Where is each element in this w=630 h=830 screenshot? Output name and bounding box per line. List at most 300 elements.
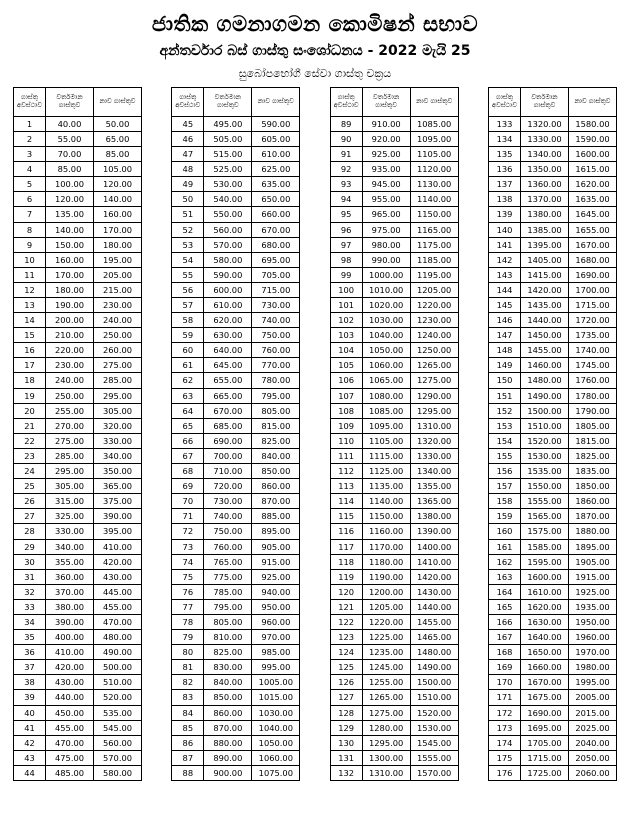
- table-row: [172, 313, 300, 328]
- cell-stage: 78: [172, 614, 204, 629]
- table-row: [330, 690, 458, 705]
- cell-stage: 36: [14, 645, 46, 660]
- column-header-stage: ගාස්තු අවස්ථාව: [172, 87, 204, 116]
- cell-stage: 165: [488, 599, 520, 614]
- cell-stage: 90: [330, 131, 362, 146]
- cell-current-fare: 760.00: [204, 539, 252, 554]
- cell-stage: 105: [330, 358, 362, 373]
- cell-new-fare: 1500.00: [410, 675, 458, 690]
- cell-new-fare: 1165.00: [410, 222, 458, 237]
- cell-stage: 20: [14, 403, 46, 418]
- cell-stage: 171: [488, 690, 520, 705]
- table-row: [14, 192, 142, 207]
- column-header-new-fare: නාව ගාස්තුව: [410, 87, 458, 116]
- cell-stage: 120: [330, 584, 362, 599]
- table-row: [488, 252, 616, 267]
- cell-stage: 163: [488, 569, 520, 584]
- table-row: [488, 614, 616, 629]
- cell-stage: 164: [488, 584, 520, 599]
- cell-current-fare: 1220.00: [362, 614, 410, 629]
- cell-new-fare: 660.00: [252, 207, 300, 222]
- table-row: [330, 147, 458, 162]
- cell-current-fare: 55.00: [46, 131, 94, 146]
- cell-new-fare: 1400.00: [410, 539, 458, 554]
- cell-new-fare: 430.00: [94, 569, 142, 584]
- cell-stage: 132: [330, 765, 362, 780]
- cell-new-fare: 320.00: [94, 418, 142, 433]
- cell-stage: 47: [172, 147, 204, 162]
- cell-current-fare: 370.00: [46, 584, 94, 599]
- table-row: [330, 448, 458, 463]
- cell-new-fare: 205.00: [94, 267, 142, 282]
- cell-current-fare: 1065.00: [362, 373, 410, 388]
- cell-stage: 28: [14, 524, 46, 539]
- cell-stage: 37: [14, 660, 46, 675]
- table-row: [330, 388, 458, 403]
- cell-stage: 151: [488, 388, 520, 403]
- cell-current-fare: 1105.00: [362, 433, 410, 448]
- cell-stage: 115: [330, 509, 362, 524]
- cell-stage: 29: [14, 539, 46, 554]
- cell-new-fare: 1935.00: [568, 599, 616, 614]
- cell-new-fare: 195.00: [94, 252, 142, 267]
- table-row: [14, 237, 142, 252]
- cell-current-fare: 1435.00: [520, 298, 568, 313]
- cell-stage: 4: [14, 162, 46, 177]
- cell-current-fare: 1575.00: [520, 524, 568, 539]
- table-row: [172, 690, 300, 705]
- cell-stage: 119: [330, 569, 362, 584]
- column-header-new-fare: නාව ගාස්තුව: [252, 87, 300, 116]
- table-row: [488, 705, 616, 720]
- cell-new-fare: 490.00: [94, 645, 142, 660]
- cell-new-fare: 160.00: [94, 207, 142, 222]
- cell-new-fare: 1420.00: [410, 569, 458, 584]
- cell-current-fare: 515.00: [204, 147, 252, 162]
- cell-stage: 81: [172, 660, 204, 675]
- cell-current-fare: 1320.00: [520, 116, 568, 131]
- cell-stage: 102: [330, 313, 362, 328]
- table-row: [330, 554, 458, 569]
- cell-new-fare: 1980.00: [568, 660, 616, 675]
- cell-current-fare: 210.00: [46, 328, 94, 343]
- cell-stage: 136: [488, 162, 520, 177]
- cell-new-fare: 250.00: [94, 328, 142, 343]
- cell-current-fare: 160.00: [46, 252, 94, 267]
- cell-current-fare: 690.00: [204, 433, 252, 448]
- cell-current-fare: 170.00: [46, 267, 94, 282]
- cell-new-fare: 1520.00: [410, 705, 458, 720]
- column-header-current-fare: වර්තමාන ගාස්තුව: [46, 87, 94, 116]
- table-row: [172, 131, 300, 146]
- cell-new-fare: 960.00: [252, 614, 300, 629]
- table-row: [172, 267, 300, 282]
- table-row: [488, 418, 616, 433]
- cell-stage: 34: [14, 614, 46, 629]
- cell-stage: 49: [172, 177, 204, 192]
- cell-new-fare: 510.00: [94, 675, 142, 690]
- cell-stage: 27: [14, 509, 46, 524]
- cell-stage: 48: [172, 162, 204, 177]
- cell-stage: 121: [330, 599, 362, 614]
- cell-current-fare: 975.00: [362, 222, 410, 237]
- cell-stage: 82: [172, 675, 204, 690]
- cell-new-fare: 1185.00: [410, 252, 458, 267]
- cell-stage: 12: [14, 282, 46, 297]
- table-row: [172, 735, 300, 750]
- cell-stage: 125: [330, 660, 362, 675]
- cell-new-fare: 305.00: [94, 403, 142, 418]
- cell-new-fare: 815.00: [252, 418, 300, 433]
- page-subsubtitle: සුබෝපභෝගී සේවා ගාස්තු චක්‍රය: [238, 67, 392, 81]
- cell-current-fare: 1405.00: [520, 252, 568, 267]
- cell-stage: 51: [172, 207, 204, 222]
- cell-current-fare: 560.00: [204, 222, 252, 237]
- cell-new-fare: 1590.00: [568, 131, 616, 146]
- table-row: [488, 147, 616, 162]
- cell-current-fare: 630.00: [204, 328, 252, 343]
- cell-current-fare: 870.00: [204, 720, 252, 735]
- cell-new-fare: 1290.00: [410, 388, 458, 403]
- cell-stage: 32: [14, 584, 46, 599]
- table-row: [172, 237, 300, 252]
- cell-current-fare: 785.00: [204, 584, 252, 599]
- cell-stage: 146: [488, 313, 520, 328]
- cell-new-fare: 1760.00: [568, 373, 616, 388]
- cell-current-fare: 1095.00: [362, 418, 410, 433]
- cell-new-fare: 1700.00: [568, 282, 616, 297]
- table-row: [14, 675, 142, 690]
- cell-current-fare: 1115.00: [362, 448, 410, 463]
- cell-stage: 9: [14, 237, 46, 252]
- cell-current-fare: 1480.00: [520, 373, 568, 388]
- cell-new-fare: 1670.00: [568, 237, 616, 252]
- cell-new-fare: 1715.00: [568, 298, 616, 313]
- table-row: [488, 433, 616, 448]
- cell-new-fare: 1600.00: [568, 147, 616, 162]
- cell-current-fare: 1550.00: [520, 479, 568, 494]
- cell-stage: 50: [172, 192, 204, 207]
- cell-current-fare: 1255.00: [362, 675, 410, 690]
- table-row: [172, 433, 300, 448]
- table-row: [172, 584, 300, 599]
- table-row: [488, 524, 616, 539]
- cell-stage: 99: [330, 267, 362, 282]
- cell-current-fare: 325.00: [46, 509, 94, 524]
- cell-stage: 92: [330, 162, 362, 177]
- cell-current-fare: 1135.00: [362, 479, 410, 494]
- cell-stage: 138: [488, 192, 520, 207]
- cell-stage: 61: [172, 358, 204, 373]
- table-row: [172, 207, 300, 222]
- table-row: [14, 298, 142, 313]
- cell-new-fare: 780.00: [252, 373, 300, 388]
- table-row: [172, 418, 300, 433]
- table-row: [14, 630, 142, 645]
- cell-new-fare: 240.00: [94, 313, 142, 328]
- cell-new-fare: 610.00: [252, 147, 300, 162]
- cell-new-fare: 1130.00: [410, 177, 458, 192]
- cell-current-fare: 485.00: [46, 765, 94, 780]
- cell-current-fare: 1585.00: [520, 539, 568, 554]
- table-row: [488, 464, 616, 479]
- table-row: [488, 569, 616, 584]
- cell-current-fare: 255.00: [46, 403, 94, 418]
- table-row: [14, 147, 142, 162]
- cell-new-fare: 1150.00: [410, 207, 458, 222]
- cell-stage: 79: [172, 630, 204, 645]
- table-row: [172, 343, 300, 358]
- table-row: [330, 267, 458, 282]
- cell-current-fare: 525.00: [204, 162, 252, 177]
- cell-current-fare: 720.00: [204, 479, 252, 494]
- cell-current-fare: 230.00: [46, 358, 94, 373]
- cell-stage: 123: [330, 630, 362, 645]
- cell-new-fare: 1880.00: [568, 524, 616, 539]
- cell-new-fare: 705.00: [252, 267, 300, 282]
- cell-current-fare: 1500.00: [520, 403, 568, 418]
- column-header-current-fare: වර්තමාන ගාස්තුව: [362, 87, 410, 116]
- cell-new-fare: 650.00: [252, 192, 300, 207]
- cell-current-fare: 305.00: [46, 479, 94, 494]
- cell-stage: 126: [330, 675, 362, 690]
- cell-new-fare: 895.00: [252, 524, 300, 539]
- cell-new-fare: 995.00: [252, 660, 300, 675]
- cell-current-fare: 1620.00: [520, 599, 568, 614]
- cell-current-fare: 1150.00: [362, 509, 410, 524]
- table-row: [488, 494, 616, 509]
- table-row: [488, 403, 616, 418]
- table-row: [172, 147, 300, 162]
- table-row: [330, 207, 458, 222]
- cell-stage: 110: [330, 433, 362, 448]
- cell-current-fare: 450.00: [46, 705, 94, 720]
- cell-current-fare: 1330.00: [520, 131, 568, 146]
- cell-stage: 31: [14, 569, 46, 584]
- cell-stage: 67: [172, 448, 204, 463]
- cell-new-fare: 925.00: [252, 569, 300, 584]
- table-row: [14, 162, 142, 177]
- cell-new-fare: 120.00: [94, 177, 142, 192]
- cell-current-fare: 1030.00: [362, 313, 410, 328]
- cell-current-fare: 935.00: [362, 162, 410, 177]
- cell-new-fare: 940.00: [252, 584, 300, 599]
- cell-current-fare: 200.00: [46, 313, 94, 328]
- cell-current-fare: 1490.00: [520, 388, 568, 403]
- table-row: [488, 599, 616, 614]
- cell-new-fare: 1365.00: [410, 494, 458, 509]
- cell-current-fare: 340.00: [46, 539, 94, 554]
- cell-current-fare: 1125.00: [362, 464, 410, 479]
- table-row: [172, 162, 300, 177]
- cell-stage: 101: [330, 298, 362, 313]
- cell-new-fare: 1925.00: [568, 584, 616, 599]
- table-row: [172, 599, 300, 614]
- cell-stage: 118: [330, 554, 362, 569]
- table-row: [14, 765, 142, 780]
- cell-new-fare: 1690.00: [568, 267, 616, 282]
- table-row: [172, 328, 300, 343]
- cell-new-fare: 570.00: [94, 750, 142, 765]
- cell-current-fare: 1040.00: [362, 328, 410, 343]
- cell-current-fare: 1595.00: [520, 554, 568, 569]
- cell-new-fare: 480.00: [94, 630, 142, 645]
- cell-new-fare: 1490.00: [410, 660, 458, 675]
- cell-new-fare: 1735.00: [568, 328, 616, 343]
- table-row: [172, 192, 300, 207]
- table-row: [330, 373, 458, 388]
- cell-stage: 153: [488, 418, 520, 433]
- cell-stage: 44: [14, 765, 46, 780]
- table-row: [488, 373, 616, 388]
- cell-current-fare: 120.00: [46, 192, 94, 207]
- table-row: [488, 675, 616, 690]
- cell-current-fare: 685.00: [204, 418, 252, 433]
- cell-stage: 45: [172, 116, 204, 131]
- cell-current-fare: 1235.00: [362, 645, 410, 660]
- cell-stage: 104: [330, 343, 362, 358]
- cell-current-fare: 1140.00: [362, 494, 410, 509]
- cell-current-fare: 550.00: [204, 207, 252, 222]
- cell-current-fare: 400.00: [46, 630, 94, 645]
- cell-stage: 23: [14, 448, 46, 463]
- cell-stage: 77: [172, 599, 204, 614]
- cell-current-fare: 900.00: [204, 765, 252, 780]
- cell-new-fare: 625.00: [252, 162, 300, 177]
- cell-current-fare: 475.00: [46, 750, 94, 765]
- cell-stage: 159: [488, 509, 520, 524]
- table-row: [14, 388, 142, 403]
- cell-stage: 122: [330, 614, 362, 629]
- cell-stage: 39: [14, 690, 46, 705]
- cell-current-fare: 70.00: [46, 147, 94, 162]
- cell-new-fare: 1275.00: [410, 373, 458, 388]
- column-header-new-fare: නාව ගාස්තුව: [568, 87, 616, 116]
- cell-stage: 111: [330, 448, 362, 463]
- cell-new-fare: 2005.00: [568, 690, 616, 705]
- cell-current-fare: 1565.00: [520, 509, 568, 524]
- cell-stage: 95: [330, 207, 362, 222]
- cell-stage: 166: [488, 614, 520, 629]
- cell-current-fare: 860.00: [204, 705, 252, 720]
- table-row: [14, 750, 142, 765]
- table-row: [330, 705, 458, 720]
- cell-stage: 169: [488, 660, 520, 675]
- cell-stage: 58: [172, 313, 204, 328]
- table-row: [330, 660, 458, 675]
- cell-new-fare: 500.00: [94, 660, 142, 675]
- cell-new-fare: 1075.00: [252, 765, 300, 780]
- cell-stage: 176: [488, 765, 520, 780]
- cell-current-fare: 1160.00: [362, 524, 410, 539]
- cell-stage: 83: [172, 690, 204, 705]
- cell-new-fare: 770.00: [252, 358, 300, 373]
- cell-current-fare: 330.00: [46, 524, 94, 539]
- cell-stage: 69: [172, 479, 204, 494]
- cell-current-fare: 740.00: [204, 509, 252, 524]
- table-row: [14, 720, 142, 735]
- cell-new-fare: 2025.00: [568, 720, 616, 735]
- cell-new-fare: 1105.00: [410, 147, 458, 162]
- table-row: [14, 403, 142, 418]
- cell-stage: 2: [14, 131, 46, 146]
- cell-new-fare: 445.00: [94, 584, 142, 599]
- table-row: [488, 298, 616, 313]
- cell-new-fare: 1095.00: [410, 131, 458, 146]
- table-row: [330, 464, 458, 479]
- cell-current-fare: 1350.00: [520, 162, 568, 177]
- table-row: [330, 765, 458, 780]
- fare-table-1: [13, 87, 142, 781]
- cell-new-fare: 1195.00: [410, 267, 458, 282]
- cell-stage: 80: [172, 645, 204, 660]
- cell-new-fare: 1815.00: [568, 433, 616, 448]
- cell-current-fare: 190.00: [46, 298, 94, 313]
- cell-new-fare: 760.00: [252, 343, 300, 358]
- table-row: [330, 599, 458, 614]
- table-row: [330, 479, 458, 494]
- column-header-stage: ගාස්තු අවස්ථාව: [330, 87, 362, 116]
- table-row: [488, 645, 616, 660]
- cell-stage: 128: [330, 705, 362, 720]
- cell-stage: 96: [330, 222, 362, 237]
- cell-stage: 116: [330, 524, 362, 539]
- cell-current-fare: 1675.00: [520, 690, 568, 705]
- table-row: [14, 313, 142, 328]
- cell-current-fare: 1725.00: [520, 765, 568, 780]
- table-row: [172, 524, 300, 539]
- cell-stage: 33: [14, 599, 46, 614]
- cell-current-fare: 795.00: [204, 599, 252, 614]
- cell-new-fare: 840.00: [252, 448, 300, 463]
- cell-current-fare: 1705.00: [520, 735, 568, 750]
- cell-stage: 60: [172, 343, 204, 358]
- table-header-row: [488, 87, 616, 116]
- cell-current-fare: 910.00: [362, 116, 410, 131]
- cell-stage: 175: [488, 750, 520, 765]
- table-row: [172, 660, 300, 675]
- table-row: [488, 192, 616, 207]
- table-row: [14, 464, 142, 479]
- cell-current-fare: 925.00: [362, 147, 410, 162]
- table-row: [14, 554, 142, 569]
- table-row: [14, 358, 142, 373]
- cell-stage: 41: [14, 720, 46, 735]
- table-header-row: [330, 87, 458, 116]
- cell-stage: 59: [172, 328, 204, 343]
- table-row: [14, 177, 142, 192]
- cell-current-fare: 610.00: [204, 298, 252, 313]
- table-row: [330, 162, 458, 177]
- cell-stage: 76: [172, 584, 204, 599]
- table-row: [330, 614, 458, 629]
- cell-current-fare: 1380.00: [520, 207, 568, 222]
- cell-stage: 172: [488, 705, 520, 720]
- cell-new-fare: 1455.00: [410, 614, 458, 629]
- cell-new-fare: 850.00: [252, 464, 300, 479]
- cell-stage: 3: [14, 147, 46, 162]
- cell-new-fare: 1580.00: [568, 116, 616, 131]
- column-header-stage: ගාස්තු අවස්ථාව: [488, 87, 520, 116]
- cell-stage: 167: [488, 630, 520, 645]
- cell-new-fare: 140.00: [94, 192, 142, 207]
- cell-current-fare: 1715.00: [520, 750, 568, 765]
- cell-new-fare: 65.00: [94, 131, 142, 146]
- cell-new-fare: 1780.00: [568, 388, 616, 403]
- cell-new-fare: 340.00: [94, 448, 142, 463]
- cell-stage: 141: [488, 237, 520, 252]
- cell-new-fare: 1720.00: [568, 313, 616, 328]
